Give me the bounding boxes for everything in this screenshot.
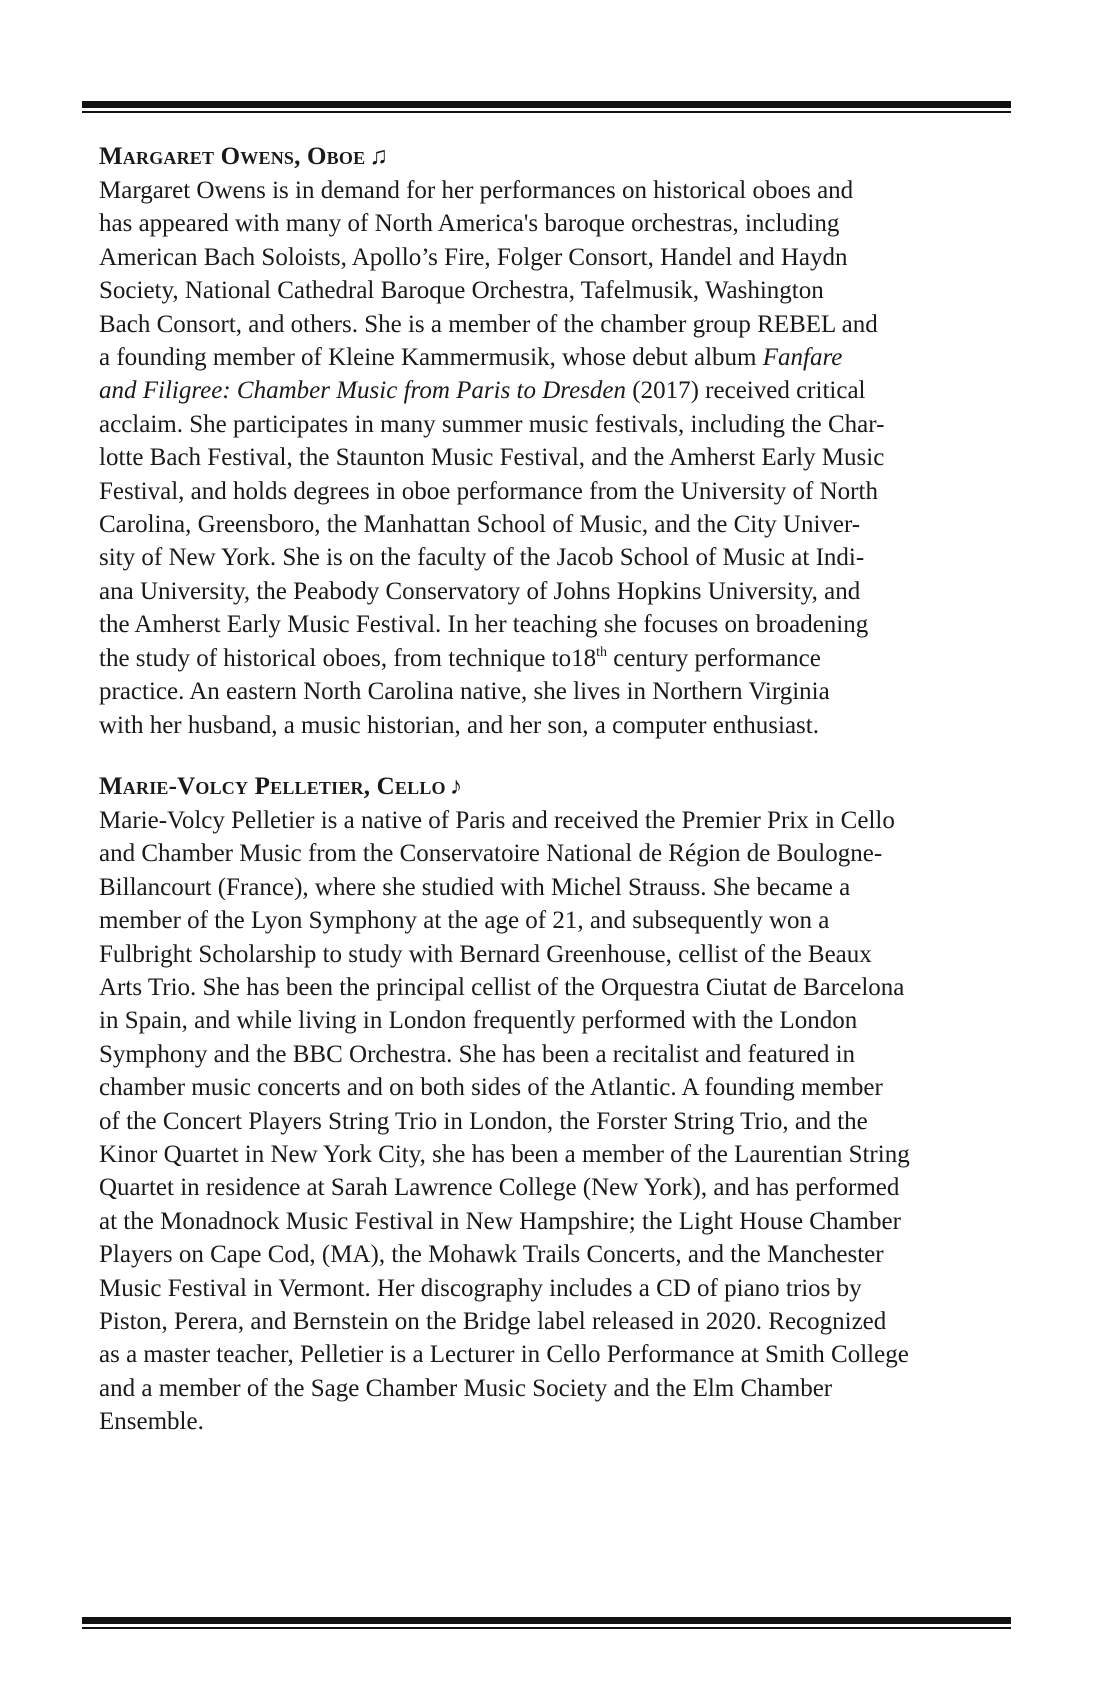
text-line bbox=[99, 274, 1044, 307]
text-run: and Chamber Music from the Conservatoire National de Région de Boulogne- bbox=[99, 840, 883, 868]
text-run: member of the Lyon Symphony at the age of 21, and subsequently won a bbox=[99, 907, 830, 935]
text-run: as a master teacher, Pelletier is a Lecturer in Cello Performance at Smith College bbox=[99, 1341, 909, 1369]
bio-heading bbox=[99, 770, 1044, 804]
text-run: Society, National Cathedral Baroque Orchestra, Tafelmusik, Washington bbox=[99, 277, 824, 305]
bio-text bbox=[99, 174, 1044, 742]
text-line bbox=[99, 1272, 1044, 1305]
text-line bbox=[99, 508, 1044, 541]
text-run: Ensemble. bbox=[99, 1408, 204, 1436]
bio-heading-name: Marie-Volcy Pelletier, Cello bbox=[99, 772, 446, 800]
text-line bbox=[99, 1338, 1044, 1371]
text-line bbox=[99, 1138, 1044, 1171]
text-line bbox=[99, 904, 1044, 937]
bottom-rule-thick-line bbox=[82, 1617, 1011, 1624]
bio-content bbox=[99, 140, 1044, 1439]
bio-heading-name: Margaret Owens, Oboe bbox=[99, 143, 366, 170]
text-run: of the Concert Players String Trio in London, the Forster String Trio, and the bbox=[99, 1107, 868, 1135]
text-line bbox=[99, 308, 1044, 341]
text-run: with her husband, a music historian, and her son, a computer enthusiast. bbox=[99, 711, 819, 739]
text-run: practice. An eastern North Carolina native, she lives in Northern Virginia bbox=[99, 678, 830, 706]
top-rule-thick-line bbox=[82, 101, 1011, 108]
text-line bbox=[99, 174, 1044, 207]
bottom-double-rule bbox=[82, 1617, 1011, 1629]
text-run: Bach Consort, and others. She is a member of the chamber group REBEL and bbox=[99, 310, 878, 338]
text-run: sity of New York. She is on the faculty of the Jacob School of Music at Indi- bbox=[99, 544, 865, 572]
text-run: Fulbright Scholarship to study with Bernard Greenhouse, cellist of the Beaux bbox=[99, 940, 872, 968]
text-run: Marie-Volcy Pelletier is a native of Paris and received the Premier Prix in Cello bbox=[99, 806, 895, 834]
bottom-rule-thin-line bbox=[82, 1627, 1011, 1629]
text-run: Carolina, Greensboro, the Manhattan School of Music, and the City Univer- bbox=[99, 511, 861, 539]
text-line bbox=[99, 475, 1044, 508]
text-line bbox=[99, 642, 1044, 675]
text-line bbox=[99, 1105, 1044, 1138]
top-double-rule bbox=[82, 101, 1011, 113]
text-run: Arts Trio. She has been the principal cellist of the Orquestra Ciutat de Barcelona bbox=[99, 973, 905, 1001]
text-run: and a member of the Sage Chamber Music Society and the Elm Chamber bbox=[99, 1374, 833, 1402]
text-line bbox=[99, 207, 1044, 240]
text-line bbox=[99, 1038, 1044, 1071]
text-run: Quartet in residence at Sarah Lawrence College (New York), and has performed bbox=[99, 1174, 900, 1202]
music-note-icon: ♫ bbox=[369, 143, 389, 170]
text-line bbox=[99, 871, 1044, 904]
text-run: (2017) received critical bbox=[626, 377, 866, 405]
music-note-icon: ♪ bbox=[449, 772, 463, 800]
text-run: century performance bbox=[607, 644, 821, 672]
text-line bbox=[99, 675, 1044, 708]
text-line bbox=[99, 1372, 1044, 1405]
text-line bbox=[99, 1171, 1044, 1204]
text-run: acclaim. She participates in many summer music festivals, including the Char- bbox=[99, 410, 885, 438]
text-run: lotte Bach Festival, the Staunton Music Festival, and the Amherst Early Music bbox=[99, 444, 885, 472]
text-line bbox=[99, 241, 1044, 274]
italic-title: and Filigree: Chamber Music from Paris to Dresden bbox=[99, 377, 627, 405]
bio-margaret-owens bbox=[99, 140, 1044, 742]
text-run: chamber music concerts and on both sides of the Atlantic. A founding member bbox=[99, 1074, 883, 1102]
text-run: the study of historical oboes, from technique to18 bbox=[99, 644, 597, 672]
text-run: ana University, the Peabody Conservatory of Johns Hopkins University, and bbox=[99, 577, 861, 605]
text-line bbox=[99, 1305, 1044, 1338]
bio-marie-volcy-pelletier bbox=[99, 770, 1044, 1439]
text-line bbox=[99, 938, 1044, 971]
text-run: Music Festival in Vermont. Her discography includes a CD of piano trios by bbox=[99, 1274, 862, 1302]
bio-text bbox=[99, 804, 1044, 1439]
text-run: at the Monadnock Music Festival in New Hampshire; the Light House Chamber bbox=[99, 1207, 901, 1235]
top-rule-thin-line bbox=[82, 111, 1011, 113]
text-run: in Spain, and while living in London frequently performed with the London bbox=[99, 1007, 858, 1035]
text-run: a founding member of Kleine Kammermusik, whose debut album bbox=[99, 344, 763, 372]
italic-title: Fanfare bbox=[762, 344, 843, 372]
text-run: Kinor Quartet in New York City, she has been a member of the Laurentian String bbox=[99, 1140, 910, 1168]
text-line bbox=[99, 341, 1044, 374]
text-line bbox=[99, 374, 1044, 407]
text-run: has appeared with many of North America's baroque orchestras, including bbox=[99, 210, 840, 238]
text-line bbox=[99, 804, 1044, 837]
text-line bbox=[99, 837, 1044, 870]
text-run: Festival, and holds degrees in oboe performance from the University of North bbox=[99, 477, 878, 505]
text-line bbox=[99, 1238, 1044, 1271]
text-line bbox=[99, 1004, 1044, 1037]
text-run: Billancourt (France), where she studied with Michel Strauss. She became a bbox=[99, 873, 851, 901]
text-line bbox=[99, 1071, 1044, 1104]
text-line bbox=[99, 575, 1044, 608]
text-run: American Bach Soloists, Apollo’s Fire, Folger Consort, Handel and Haydn bbox=[99, 243, 848, 271]
text-line bbox=[99, 408, 1044, 441]
bio-heading bbox=[99, 140, 1044, 174]
text-run: the Amherst Early Music Festival. In her teaching she focuses on broadening bbox=[99, 611, 869, 639]
text-line bbox=[99, 971, 1044, 1004]
text-run: Symphony and the BBC Orchestra. She has been a recitalist and featured in bbox=[99, 1040, 856, 1068]
text-line bbox=[99, 1205, 1044, 1238]
text-line bbox=[99, 608, 1044, 641]
text-run: Margaret Owens is in demand for her performances on historical oboes and bbox=[99, 177, 854, 204]
text-run: Piston, Perera, and Bernstein on the Bridge label released in 2020. Recognized bbox=[99, 1308, 887, 1335]
text-line bbox=[99, 441, 1044, 474]
ordinal-suffix: th bbox=[596, 644, 608, 660]
text-line bbox=[99, 709, 1044, 742]
text-line bbox=[99, 1405, 1044, 1438]
text-line bbox=[99, 541, 1044, 574]
text-run: Players on Cape Cod, (MA), the Mohawk Trails Concerts, and the Manchester bbox=[99, 1241, 884, 1269]
